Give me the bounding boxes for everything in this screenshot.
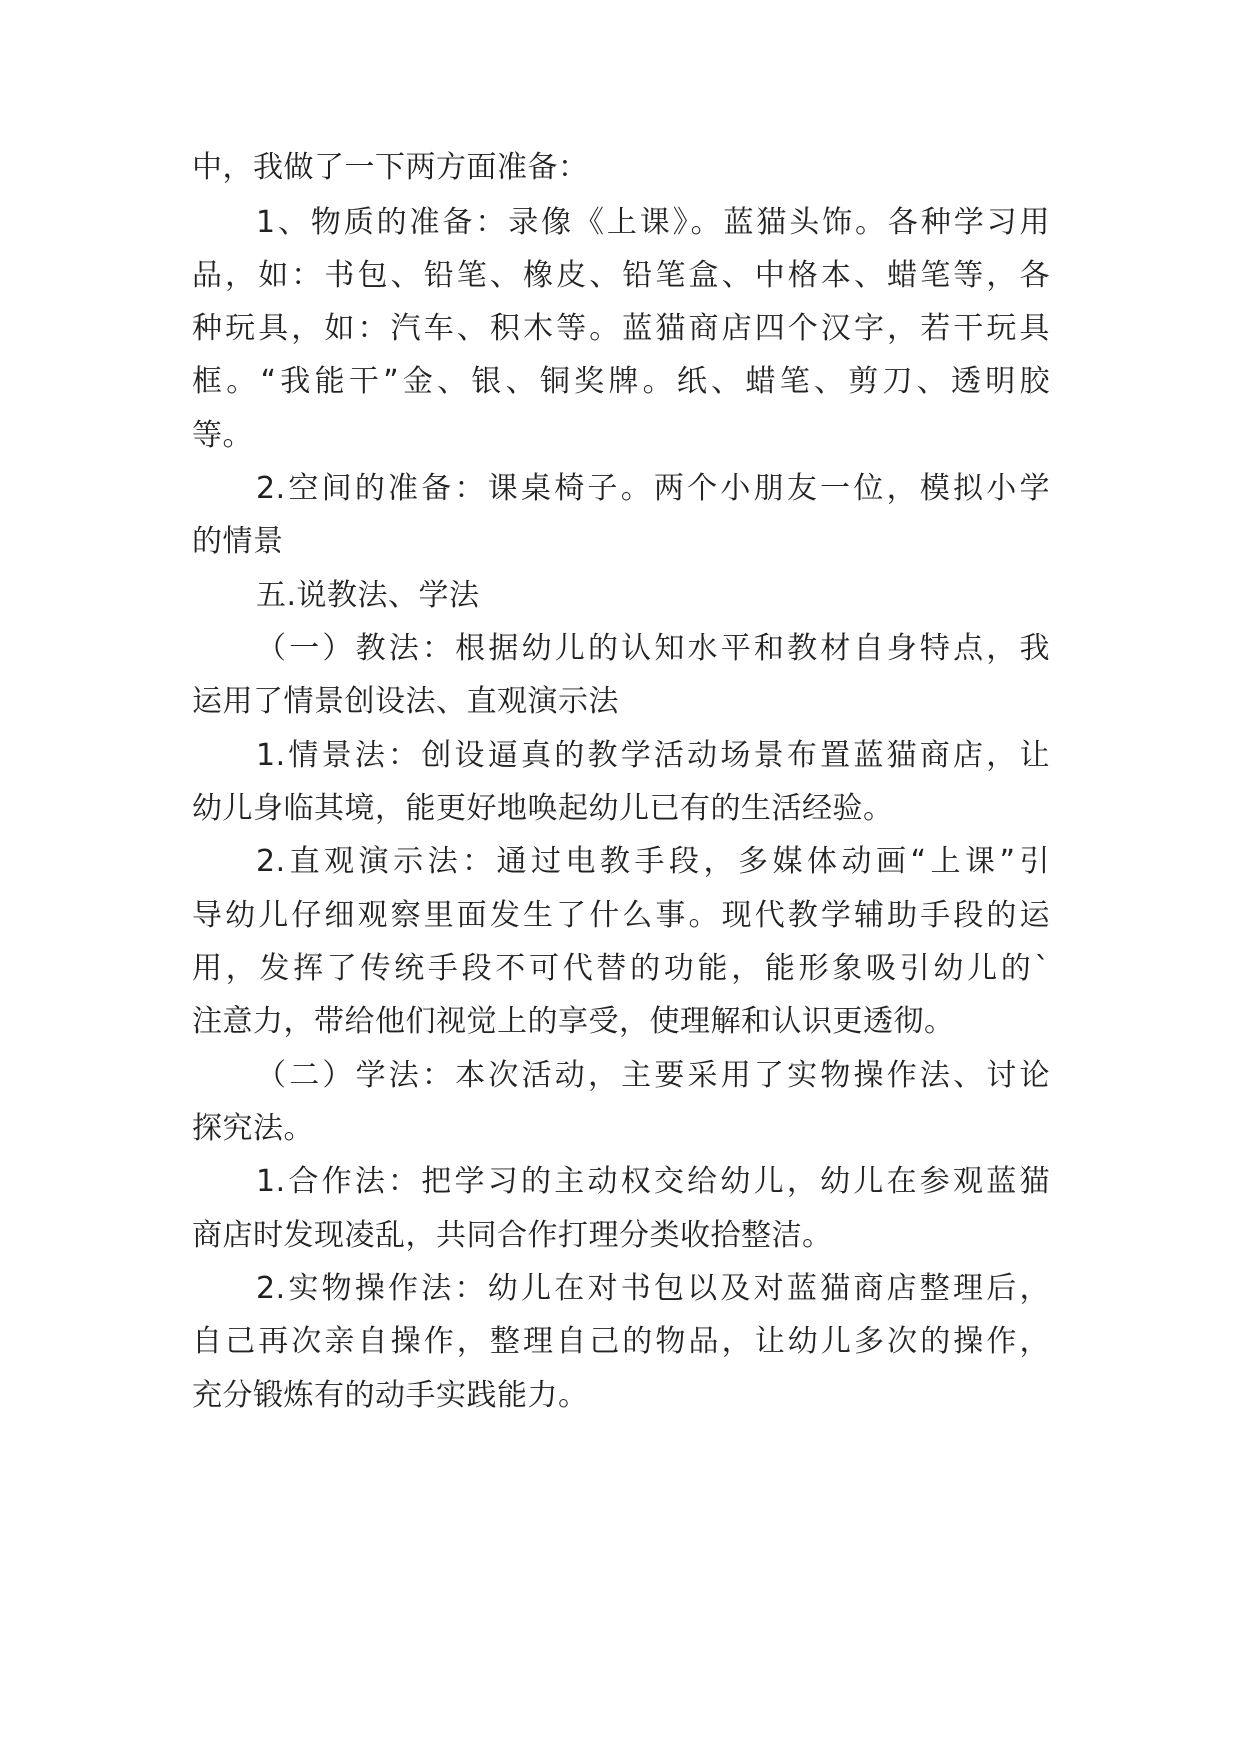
text-line: 用，发挥了传统手段不可代替的功能，能形象吸引幼儿的`: [192, 951, 1050, 986]
text-line: 品，如：书包、铅笔、橡皮、铅笔盒、中格本、蜡笔等，各: [192, 258, 1050, 293]
text-line: 1.情景法：创设逼真的教学活动场景布置蓝猫商店，让: [256, 738, 1050, 773]
text-line: 自己再次亲自操作，整理自己的物品，让幼儿多次的操作，: [192, 1324, 1050, 1359]
text-line: 1、物质的准备：录像《上课》。蓝猫头饰。各种学习用: [256, 205, 1050, 240]
text-line: （一）教法：根据幼儿的认知水平和教材自身特点，我: [256, 631, 1050, 666]
text-line: 商店时发现凌乱，共同合作打理分类收拾整洁。: [192, 1218, 833, 1253]
section-heading: 五.说教法、学法: [256, 578, 480, 613]
text-line: 充分锻炼有的动手实践能力。: [192, 1378, 589, 1413]
text-line: 中，我做了一下两方面准备：: [192, 150, 589, 185]
text-line: 探究法。: [192, 1111, 314, 1146]
text-line: 2.实物操作法：幼儿在对书包以及对蓝猫商店整理后，: [256, 1271, 1050, 1306]
text-line: 种玩具，如：汽车、积木等。蓝猫商店四个汉字，若干玩具: [192, 311, 1050, 346]
text-line: 幼儿身临其境，能更好地唤起幼儿已有的生活经验。: [192, 791, 894, 826]
text-line: 运用了情景创设法、直观演示法: [192, 684, 619, 719]
text-line: 1.合作法：把学习的主动权交给幼儿，幼儿在参观蓝猫: [256, 1164, 1050, 1199]
text-line: 等。: [192, 418, 253, 453]
text-line: 注意力，带给他们视觉上的享受，使理解和认识更透彻。: [192, 1004, 955, 1039]
text-line: 2.直观演示法：通过电教手段，多媒体动画“上课”引: [256, 844, 1050, 879]
text-line: 导幼儿仔细观察里面发生了什么事。现代教学辅助手段的运: [192, 898, 1050, 933]
text-line: 框。“我能干”金、银、铜奖牌。纸、蜡笔、剪刀、透明胶: [192, 364, 1050, 399]
text-line: 的情景: [192, 524, 284, 559]
text-line: （二）学法：本次活动，主要采用了实物操作法、讨论: [256, 1058, 1050, 1093]
text-line: 2.空间的准备：课桌椅子。两个小朋友一位，模拟小学: [256, 471, 1050, 506]
